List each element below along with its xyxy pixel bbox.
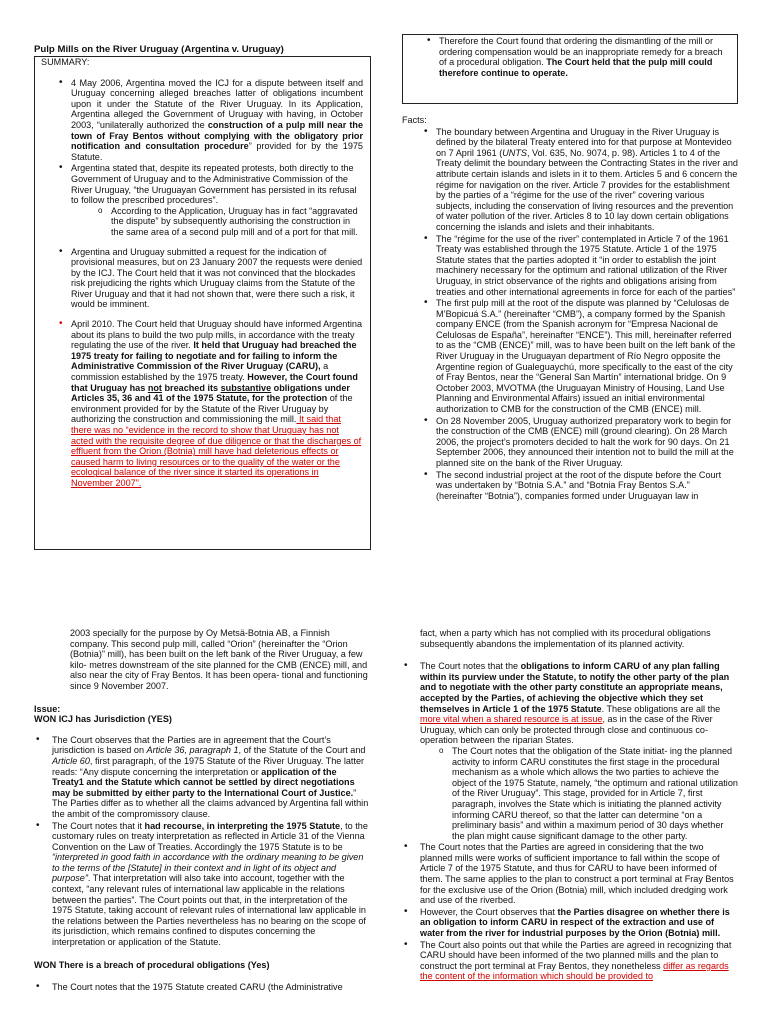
summary-item: • April 2010. The Court held that Uruguay should have informed Argentina about its plans to build the two pulp mills, in accordance with the treaty regulating the use of the river. It held that Uruguay had breached the 1975 treaty for failing to negotiate and for failing to inform the Administrative Commission of the River Uruguay (CARU), a commission established by the 1975 treaty. However, the Court found that Uruguay has not breached its substantive obligations under Articles 35, 36 and 41 of the 1975 Statute, for the protection of the environment provided for by the Statute of the River Uruguay by authorizing the construction and commissioning the mill. It said that there was no “evidence in the record to show that Uruguay has not acted with the requisite degree of due diligence or that the discharges of effluent from the Orion (Botnia) mill have had deleterious effects or caused harm to living resources or to the quality of the water or the ecological balance of the river since it started its operations in November 2007”. [57,319,363,489]
document-title: Pulp Mills on the River Uruguay (Argentina v. Uruguay) [34,44,284,55]
analysis-item: • The Court also points out that while the Parties are agreed in recognizing that CARU should have been informed of the two planned mills and the plan to construct the port terminal at Fray Bentos, they nonetheless differ as regards the content of the information which should be provided to [402,940,738,982]
issue-label: Issue: [34,703,61,714]
analysis-item: • The Court notes that the obligations to inform CARU of any plan falling within its purview under the Statute, to notify the other party of the plan and to negotiate with the other party constitute an appropriate means, accepted by the Parties, of achieving the objective which they set themselves in Article 1 of the 1975 Statute. These obligations are all the more vital when a shared resource is at issue, as in the case of the River Uruguay, which can only be protected through close and continuous co-operation between the riparian States. o The Court notes that the obligation of the State initiat- ing the planned activity to inform CARU constitutes the first stage in the procedural mechanism as a whole which allows the two parties to achieve the object of the 1975 Statute, namely, “the optimum and rational utilization of the River Uruguay”. This stage, provided for in Article 7, first paragraph, involves the State which is initiating the planned activity informing CARU thereof, so that the latter can determine “on a preliminary basis” and within a maximum period of 30 days whether the plan might cause significant damage to the other party. [402,661,738,841]
fact-item: • On 28 November 2005, Uruguay authorized preparatory work to begin for the construction of the CMB (ENCE) mill (ground clearing). On 28 March 2006, the project’s promoters decided to halt the work for 90 days. On 21 September 2006, they announced their intention not to build the mill at the planned site on the bank of the River Uruguay. [422,416,738,469]
facts-label: Facts: [402,115,427,125]
issue-item: • The Court observes that the Parties are in agreement that the Court’s jurisdiction is based on Article 36, paragraph 1, of the Statute of the Court and Article 60, first paragraph, of the 1975 Statute of the River Uruguay. The latter reads: “Any dispute concerning the interpretation or application of the Treaty1 and the Statute which cannot be settled by direct negotiations may be submitted by either party to the International Court of Justice.” The Parties differ as to whether all the claims advanced by Argentina fall within the ambit of the compromissory clause. [34,735,370,820]
analysis-column [402,628,738,983]
fact-item: • The “régime for the use of the river” contemplated in Article 7 of the 1961 Treaty was established through the 1975 Statute. Article 1 of the 1975 Statute states that the parties adopted it “in order to establish the joint machinery necessary for the optimum and rational utilization of the River Uruguay, in strict observance of the rights and obligations arising from treaties and other international agreements in force for each of the parties” [422,234,738,298]
analysis-continuation: fact, when a party which has not complied with its procedural obligations subsequently abandons the implementation of its planned activity. [420,628,711,649]
highlighted-phrase: more vital when a shared resource is at issue [420,714,603,725]
fact-item: • The first pulp mill at the root of the dispute was planned by “Celulosas de M’Bopicuá S.A.” (hereinafter “CMB”), a company formed by the Spanish company ENCE (from the Spanish acronym for “Empresa Nacional de Celulosas de España”, hereinafter “ENCE”). This mill, hereinafter referred to as the “CMB (ENCE)” mill, was to have been built on the left bank of the River Uruguay in the Uruguayan department of Río Negro opposite the Argentine region of Gualeguaychú, more specifically to the east of the city of Fray Bentos, near the “General San Martín” international bridge. On 9 October 2003, MVOTMA (the Uruguayan Ministry of Housing, Land Use Planning and Environmental Affairs) issued an initial environmental authorization to CMB for the construction of the CMB (ENCE) mill. [422,298,738,415]
issue-heading: WON ICJ has Jurisdiction (YES) [34,714,172,725]
facts-continuation: 2003 specially for the purpose by Oy Metsä-Botnia AB, a Finnish company. This second pulp mill, called “Orion” (hereinafter the “Orion (Botnia)” mill), has been built on the left bank of the River Uruguay, a few kilo- metres downstream of the site planned for the CMB (ENCE) mill, and also near the city of Fray Bentos. It has been opera- tional and functioning since 9 November 2007. [70,628,368,691]
issue-item: • The Court notes that it had recourse, in interpreting the 1975 Statute, to the customary rules on treaty interpretation as reflected in Article 31 of the Vienna Convention on the Law of Treaties. Accordingly the 1975 Statute is to be “interpreted in good faith in accordance with the ordinary meaning to be given to the terms of the [Statute] in their context and in light of its object and purpose”. That interpretation will also take into account, together with the context, “any relevant rules of international law applicable in the relations between the parties”. The Court points out that, in the interpretation of the 1975 Statute, taking account of relevant rules of international law applicable in the relations between the Parties nevertheless has no bearing on the scope of its jurisdiction, which remains confined to disputes concerning the interpretation or application of the Statute. [34,821,370,948]
facts-column [402,115,738,502]
analysis-subitem: o The Court notes that the obligation of the State initiat- ing the planned activity to inform CARU constitutes the first stage in the procedural mechanism as a whole which allows the two parties to achieve the object of the 1975 Statute, namely, “the optimum and rational utilization of the River Uruguay”. This stage, provided for in Article 7, first paragraph, involves the State which is initiating the planned activity informing CARU thereof, so that the latter can determine “on a preliminary basis” and within a maximum period of 30 days whether the plan might cause significant damage to the other party. [438,746,738,841]
summary-item: • Argentina and Uruguay submitted a request for the indication of provisional measures, but on 23 January 2007 the requests were denied by the ICJ. The Court held that it was not convinced that the blockades risk prejudicing the rights which Uruguay claims from the Statute of the River Uruguay and that it had not shown that, were there such a risk, it would be imminent. [57,247,363,311]
summary-column [34,45,370,56]
fact-item: • The boundary between Argentina and Uruguay in the River Uruguay is defined by the bilateral Treaty entered into for that purpose at Montevideo on 7 April 1961 (UNTS, Vol. 635, No. 9074, p. 98). Articles 1 to 4 of the Treaty delimit the boundary between the Contracting States in the river and attribute certain islands and islets in it to them. Articles 5 and 6 concern the régime for navigation on the river. Article 7 provides for the establishment by the parties of a “régime for the use of the river” covering various subjects, including the conservation of living resources and the prevention of water pollution of the river. Articles 8 to 10 lay down certain obligations concerning the islands and islets and their inhabitants. [422,127,738,233]
highlighted-phrase: differ as regards the content of the information which should be provided to [420,960,729,982]
summary-item: • 4 May 2006, Argentina moved the ICJ for a dispute between itself and Uruguay concerning alleged breaches latter of obligations incumbent upon it under the Statute of the River Uruguay. In its Application, Argentina alleged the Government of Uruguay with having, in October 2003, “unilaterally authorized the construction of a pulp mill near the town of Fray Bentos without complying with the obligatory prior notification and consultation procedure” provided for by the 1975 Statute. [57,78,363,163]
summary-item: • Argentina stated that, despite its repeated protests, both directly to the Government of Uruguay and to the Administrative Commission of the River Uruguay, “the Uruguayan Government has persisted in its refusal to follow the prescribed procedures”. o According to the Application, Uruguay has in fact “aggravated the dispute” by subsequently authorising the construction in the same area of a second pulp mill and of a port for that mill. [57,163,363,237]
analysis-item: • However, the Court observes that the Parties disagree on whether there is an obligation to inform CARU in respect of the extraction and use of water from the river for industrial purposes by the Orion (Botnia) mill. [402,907,738,939]
fact-item: • The second industrial project at the root of the dispute before the Court was undertaken by “Botnia S.A.” and “Botnia Fray Bentos S.A.” (hereinafter “Botnia”), companies formed under Uruguayan law in [422,470,738,502]
highlighted-quote: It said that there was no “evidence in the record to show that Uruguay has not acted with the requisite degree of due diligence or that the discharges of effluent from the Orion (Botnia) mill have had deleterious effects or caused harm to living resources or to the quality of the water or the ecological balance of the river since it started its operations in November 2007”. [71,414,362,488]
summary-label: SUMMARY: [41,57,90,67]
holding-item: • Therefore the Court found that ordering the dismantling of the mill or ordering compensation would be an inappropriate remedy for a breach of a procedural obligation. The Court held that the pulp mill could therefore continue to operate. [425,36,731,78]
holding-box [402,34,738,104]
analysis-item: • The Court notes that the Parties are agreed in considering that the two planned mills were works of sufficient importance to fall within the scope of Article 7 of the 1975 Statute, and thus for CARU to have been informed of them. The same applies to the plan to construct a port terminal at Fray Bentos for the exclusive use of the Orion (Botnia) mill, which included dredging work and use of the riverbed. [402,842,738,906]
issues-column [34,628,370,994]
summary-subitem: o According to the Application, Uruguay has in fact “aggravated the dispute” by subsequently authorising the construction in the same area of a second pulp mill and of a port for that mill. [97,206,363,238]
issue-heading: WON There is a breach of procedural obligations (Yes) [34,959,270,970]
summary-box [34,56,371,550]
issue-item: • The Court notes that the 1975 Statute created CARU (the Administrative [34,982,370,993]
